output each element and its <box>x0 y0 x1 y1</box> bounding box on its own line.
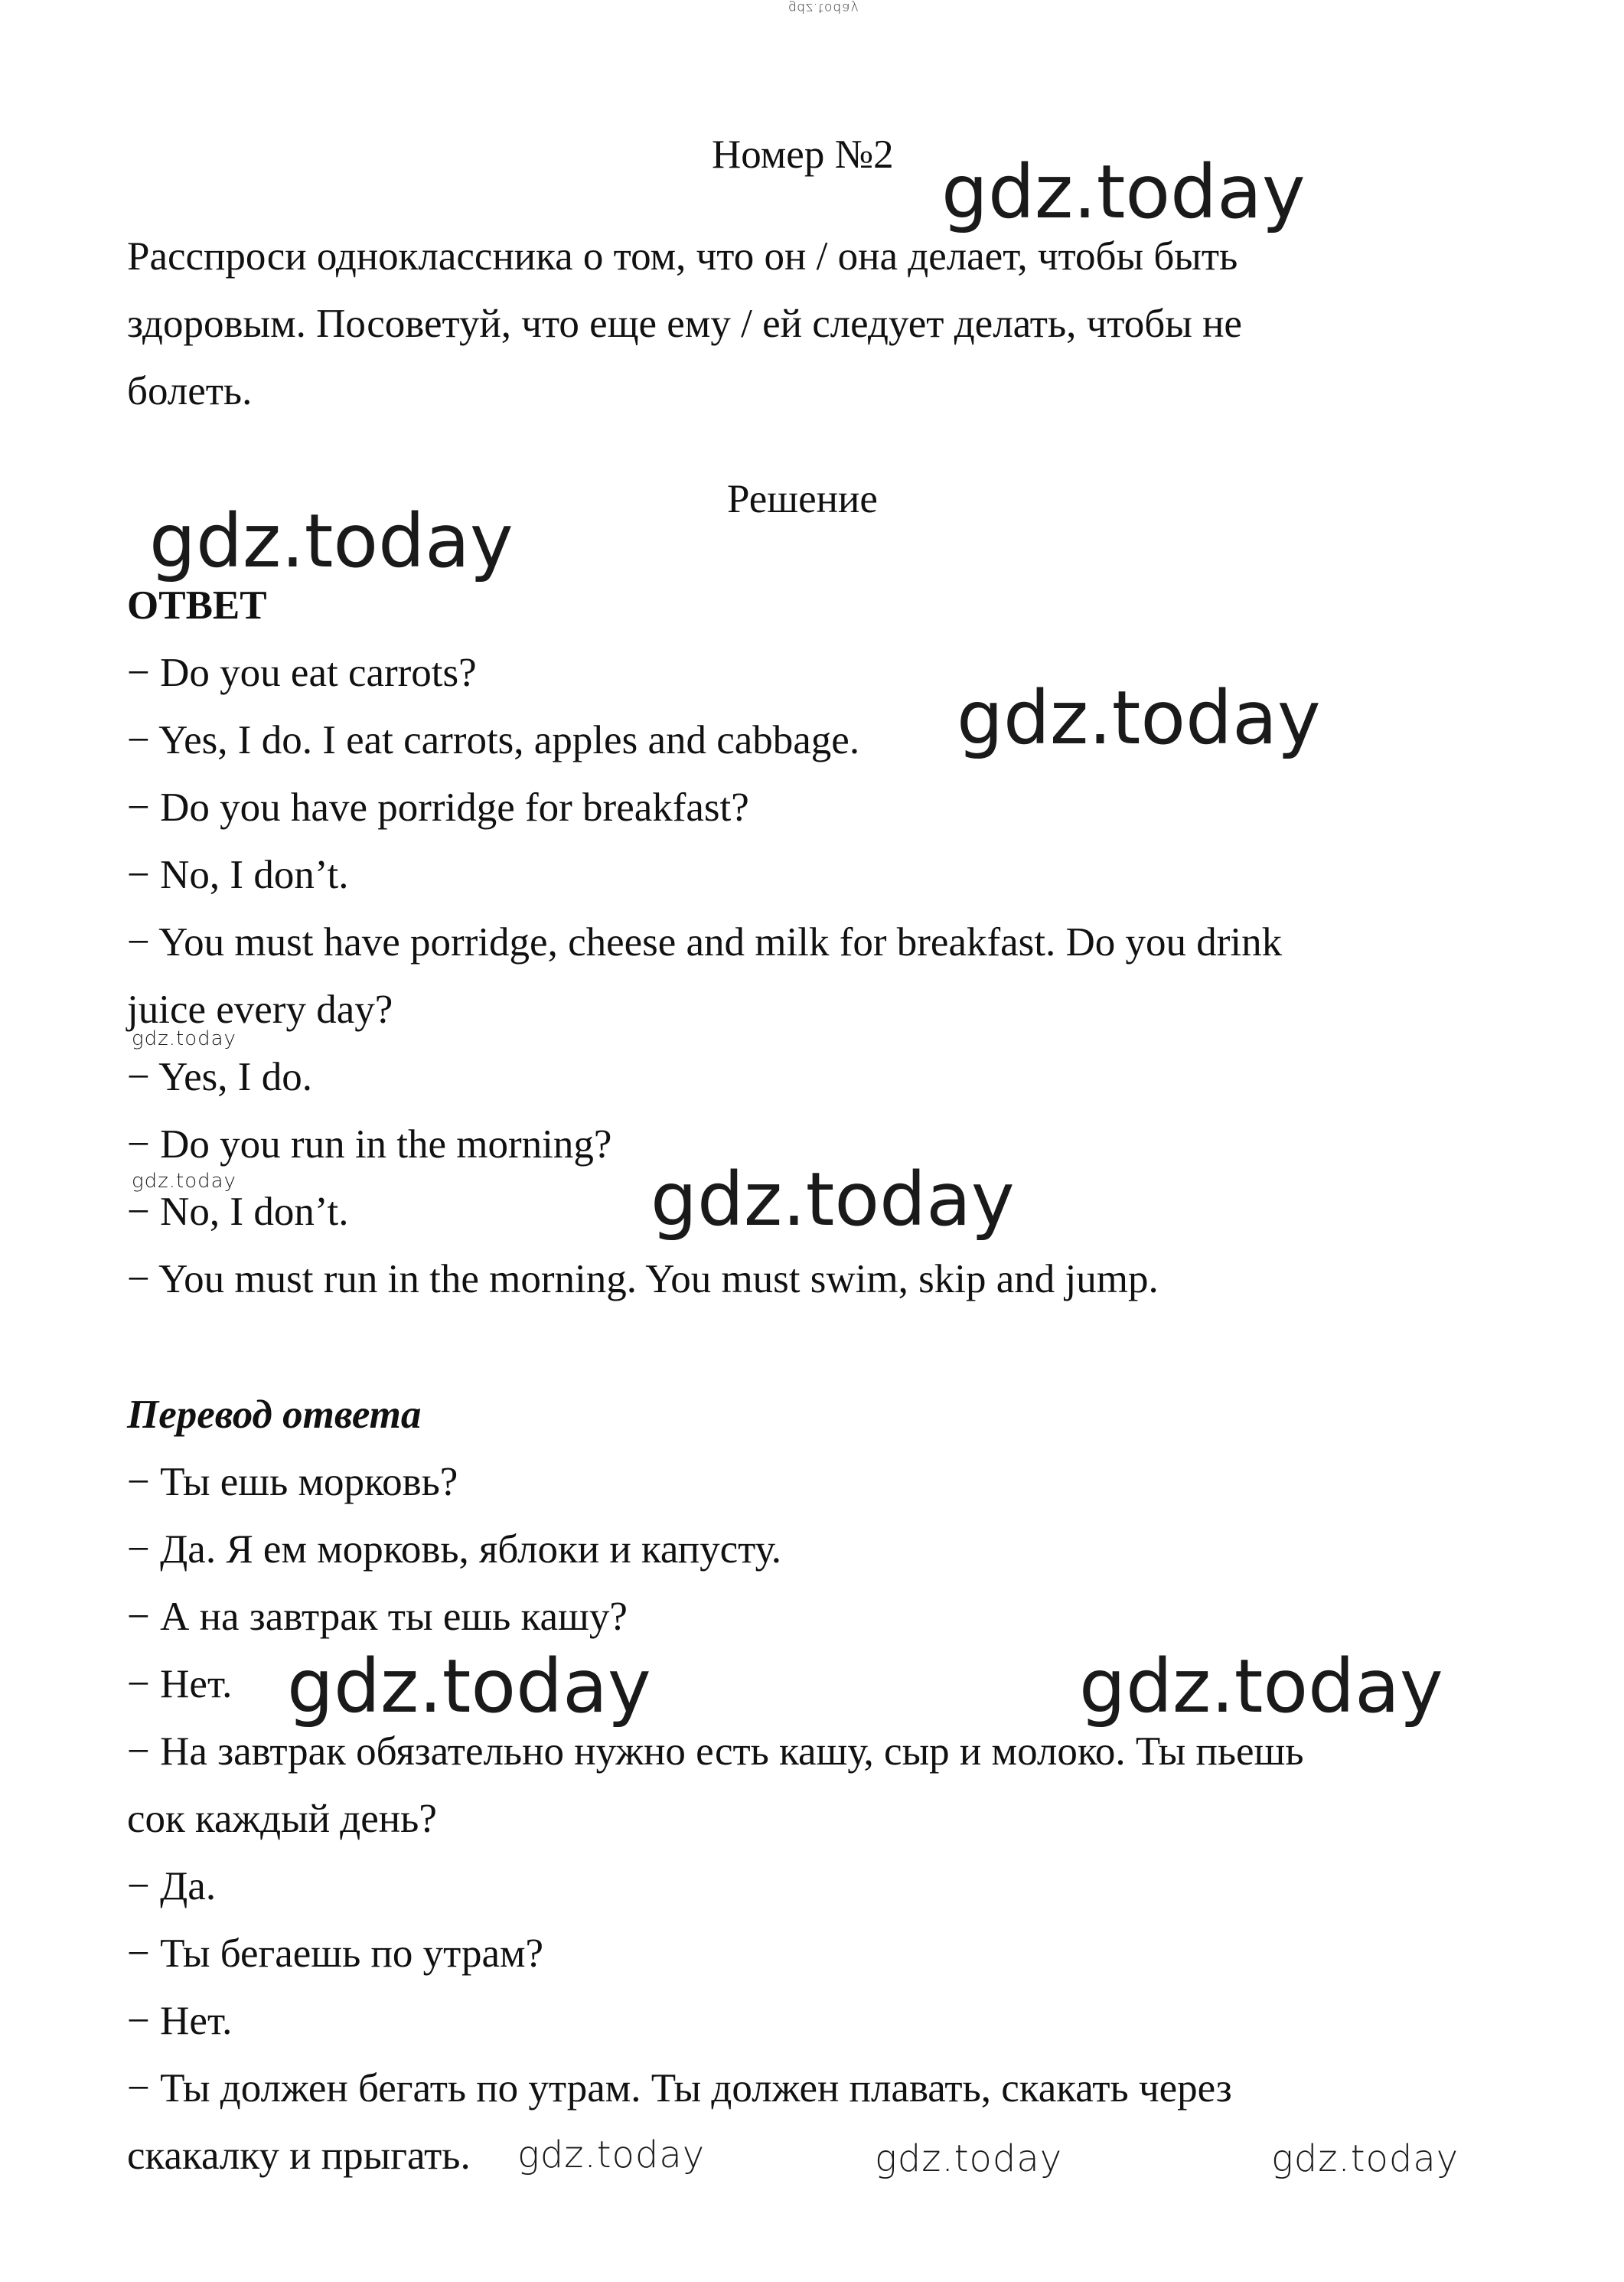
answer-line: − No, I don’t. <box>127 1190 349 1234</box>
translation-line: − Да. Я ем морковь, яблоки и капусту. <box>127 1527 782 1572</box>
watermark: gdz.today <box>788 0 859 15</box>
watermark: gdz.today <box>875 2137 1063 2180</box>
task-line-2: здоровым. Посоветуй, что еще ему / ей следует делать, чтобы не <box>127 302 1242 346</box>
task-line-1: Расспроси одноклассника о том, что он / она делает, чтобы быть <box>127 234 1238 279</box>
translation-line: − Нет. <box>127 1662 233 1706</box>
answer-line: juice every day? <box>127 988 393 1032</box>
watermark: gdz.today <box>132 1170 236 1193</box>
solution-heading: Решение <box>727 477 878 521</box>
answer-line: − You must run in the morning. You must swim, skip and jump. <box>127 1257 1159 1301</box>
translation-line: − Ты ешь морковь? <box>127 1460 458 1504</box>
answer-line: − Do you eat carrots? <box>127 651 477 695</box>
translation-heading: Перевод ответа <box>127 1392 422 1437</box>
answer-line: − Do you run in the morning? <box>127 1122 612 1167</box>
watermark: gdz.today <box>941 149 1306 235</box>
watermark: gdz.today <box>132 1027 236 1050</box>
translation-line: − На завтрак обязательно нужно есть кашу, сыр и молоко. Ты пьешь <box>127 1729 1304 1774</box>
translation-line: − Нет. <box>127 1999 233 2043</box>
answer-line: − Yes, I do. I eat carrots, apples and cabbage. <box>127 718 860 762</box>
answer-line: − No, I don’t. <box>127 853 349 897</box>
translation-line: − Ты должен бегать по утрам. Ты должен плавать, скакать через <box>127 2066 1232 2111</box>
page-title: Номер №2 <box>712 132 894 177</box>
translation-line: − Ты бегаешь по утрам? <box>127 1931 544 1976</box>
translation-line: скакалку и прыгать. <box>127 2133 471 2178</box>
watermark: gdz.today <box>1271 2137 1459 2180</box>
watermark: gdz.today <box>149 498 514 584</box>
watermark: gdz.today <box>1079 1644 1443 1729</box>
translation-line: сок каждый день? <box>127 1797 437 1841</box>
watermark: gdz.today <box>651 1157 1015 1242</box>
watermark: gdz.today <box>957 675 1321 761</box>
watermark: gdz.today <box>517 2133 706 2176</box>
watermark: gdz.today <box>287 1644 651 1729</box>
answer-line: − Do you have porridge for breakfast? <box>127 785 749 830</box>
answer-line: − Yes, I do. <box>127 1055 312 1099</box>
answer-heading: ОТВЕТ <box>127 583 267 628</box>
task-line-3: болеть. <box>127 369 253 413</box>
translation-line: − Да. <box>127 1864 217 1908</box>
translation-line: − А на завтрак ты ешь кашу? <box>127 1595 628 1639</box>
answer-line: − You must have porridge, cheese and milk for breakfast. Do you drink <box>127 920 1283 965</box>
